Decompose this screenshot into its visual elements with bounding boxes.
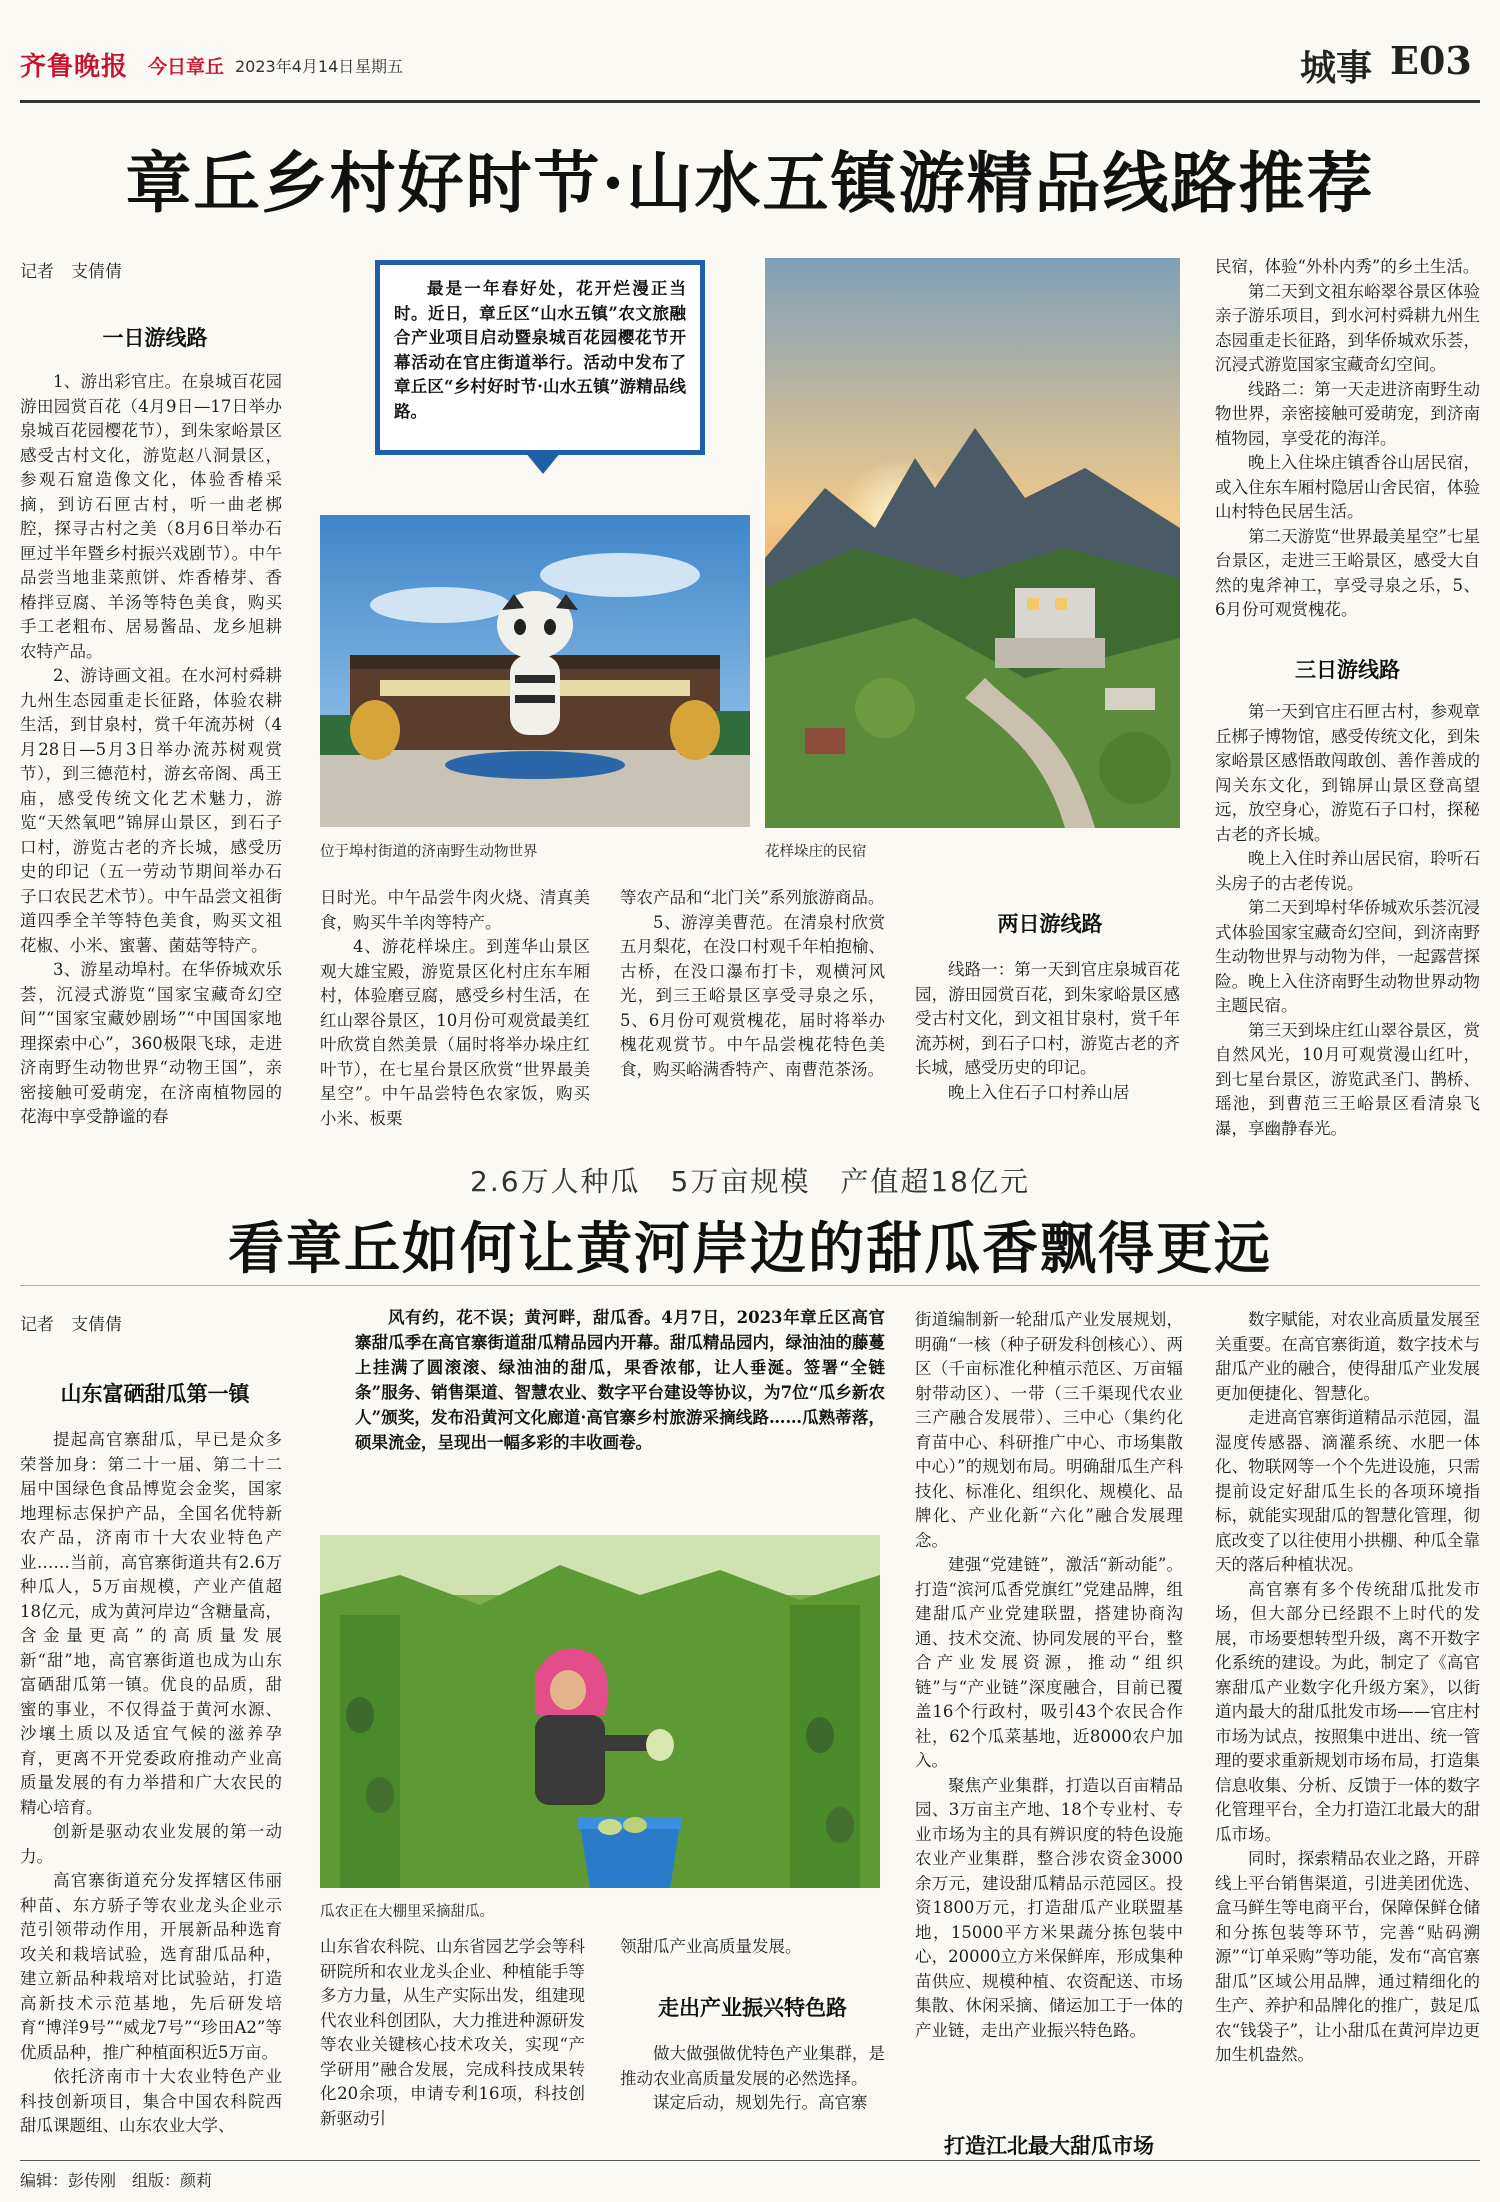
article1-column-5b: [1215, 700, 1480, 1170]
paragraph: 线路二：第一天走进济南野生动物世界，亲密接触可爱萌宠，到济南植物园，享受花的海洋。: [1215, 379, 1480, 448]
paragraph: 晚上入住垛庄镇香谷山居民宿，或入住东车厢村隐居山舍民宿，体验山村特色民居生活。: [1215, 453, 1480, 521]
callout-tail: [525, 452, 561, 474]
issue-weekday: 星期五: [355, 57, 404, 76]
footer-editor-credit: 编辑：彭传刚 组版：颜莉: [20, 2171, 213, 2190]
paragraph: 高官寨街道充分发挥辖区伟丽种苗、东方骄子等农业龙头企业示范引领带动作用，开展新品种选育攻关和栽培试验，选育甜瓜品种，建立新品种栽培对比试验站，打造高新技术示范基地，先后研发培育“博洋9号”“威龙7号”“珍田A2”等优质品种，推广种植面积近5万亩。: [20, 1871, 282, 2062]
article2-headline: 看章丘如何让黄河岸边的甜瓜香飘得更远: [228, 1216, 1272, 1282]
article2-column-3b: [620, 2042, 885, 2160]
paragraph: 做大做强做优特色产业集群，是推动农业高质量发展的必然选择。: [620, 2044, 885, 2088]
article2-subhead-1: 山东富硒甜瓜第一镇: [60, 1381, 250, 1406]
twoday-route-title: 两日游线路: [997, 911, 1103, 936]
article2-column-1: [20, 1428, 282, 2158]
paragraph: 第二天游览“世界最美星空”七星台景区，走进三王峪景区，感受大自然的鬼斧神工，享受寻泉之乐，5、6月份可观赏槐花。: [1215, 526, 1480, 619]
paragraph: 街道编制新一轮甜瓜产业发展规划，明确“一核（种子研发科创核心）、两区（千亩标准化种植示范区、万亩辐射带动区）、一带（三千渠现代农业三产融合发展带）、三中心（集约化育苗中心、科研推广中心、市场集散中心）”的规划布局。明确甜瓜生产科技化、标准化、组织化、规模化、品牌化、产业化新“六化”融合发展理念。: [915, 1310, 1183, 1550]
paragraph: 第三天到垛庄红山翠谷景区，赏自然风光，10月可观赏漫山红叶，到七星台景区，游览武圣门、鹊桥、瑶池，到曹范三王峪景区看清泉飞瀑，享幽静春光。: [1215, 1020, 1480, 1138]
paragraph: 等农产品和“北门关”系列旅游商品。: [620, 888, 885, 907]
paragraph: 5、游淳美曹范。在清泉村欣赏五月梨花，在没口村观千年柏抱榆、古桥，在没口瀑布打卡，观横河风光，到三王峪景区享受寻泉之乐，5、6月份可观赏槐花，届时将举办槐花观赏节。中午品尝槐花特色美食，购买峪满香特产、南曹范茶汤。: [620, 912, 885, 1079]
paragraph: 依托济南市十大农业特色产业科技创新项目，集合中国农科院西甜瓜课题组、山东农业大学、: [20, 2067, 282, 2135]
homestay-caption: 花样垛庄的民宿: [765, 844, 867, 860]
paragraph: 第一天到官庄石匣古村，参观章丘梆子博物馆，感受传统文化，到朱家峪景区感悟敢闯敢创、善作善成的闯关东文化，到锦屏山景区登高望远，放空身心，游览石子口村，探秘古老的齐长城。: [1215, 702, 1480, 844]
masthead-rule: [20, 100, 1480, 103]
newspaper-logo: 齐鲁晚报: [20, 52, 129, 82]
article1-column-3: [620, 886, 885, 1166]
paragraph: 第二天到埠村华侨城欢乐荟沉浸式体验国家宝藏奇幻空间，到济南野生动物世界与动物为伴，一起露营探险。晚上入住济南野生动物世界动物主题民宿。: [1215, 898, 1480, 1015]
paragraph: 高官寨有多个传统甜瓜批发市场，但大部分已经跟不上时代的发展，市场要想转型升级，离不开数字化系统的建设。为此，制定了《高官寨甜瓜产业数字化升级方案》，以街道内最大的甜瓜批发市场——官庄村市场为试点，按照集中进出、统一管理的要求重新规划市场布局，打造集信息收集、分析、反馈于一体的数字化管理平台，全力打造江北最大的甜瓜市场。: [1215, 1579, 1480, 1844]
article2-lead: 风有约，花不误；黄河畔，甜瓜香。4月7日，2023年章丘区高官寨甜瓜季在高官寨街道甜瓜精品园内开幕。甜瓜精品园内，绿油油的藤蔓上挂满了圆滚滚、绿油油的甜瓜，果香浓郁，让人垂涎。签署“全链条”服务、销售渠道、智慧农业、数字平台建设等协议，为7位“瓜乡新农人”颁奖，发布沿黄河文化廊道·高官寨乡村旅游采摘线路……瓜熟蒂落，硕果流金，呈现出一幅多彩的丰收画卷。: [355, 1308, 885, 1452]
issue-date: 2023年4月14日: [235, 57, 355, 76]
intro-text: 最是一年春好处，花开烂漫正当时。近日，章丘区“山水五镇”农文旅融合产业项目启动暨泉城百花园樱花节开幕活动在官庄街道举行。活动中发布了章丘区“乡村好时节·山水五镇”游精品线路。: [394, 279, 686, 421]
article1-headline: 章丘乡村好时节·山水五镇游精品线路推荐: [125, 144, 1375, 222]
article2-column-3a: [620, 1935, 885, 1965]
edition-name: 今日章丘: [148, 56, 225, 78]
article1-byline: 记者 支倩倩: [20, 262, 122, 282]
article1-column-2: [320, 886, 590, 1166]
intro-callout-box: [375, 260, 705, 455]
oneday-route-title: 一日游线路: [102, 325, 208, 350]
page-number: E03: [1390, 38, 1472, 83]
threeday-route-title: 三日游线路: [1295, 657, 1400, 682]
paragraph: 数字赋能，对农业高质量发展至关重要。在高官寨街道，数字技术与甜瓜产业的融合，使得甜瓜产业发展更加便捷化、智慧化。: [1215, 1310, 1480, 1403]
paragraph: 4、游花样垛庄。到莲华山景区观大雄宝殿，游览景区化村庄东车厢村，体验磨豆腐，感受乡村生活，在红山翠谷景区，10月份可观赏最美红叶欣赏自然美景（届时将举办垛庄红叶节），在七星台景区欣赏“世界最美星空”。中午品尝特色农家饭，购买小米、板栗: [320, 937, 590, 1128]
paragraph: 3、游星动埠村。在华侨城欢乐荟，沉浸式游览“国家宝藏奇幻空间”“国家宝藏妙剧场”“中国国家地理探索中心”，360极限飞球，走进济南野生动物世界“动物王国”，亲密接触可爱萌宠，在济南植物园的花海中享受静谧的春: [20, 960, 282, 1126]
article2-column-5: [1215, 1308, 1480, 2158]
article1-column-1: [20, 370, 282, 1170]
paragraph: 走进高官寨街道精品示范园，温湿度传感器、滴灌系统、水肥一体化、物联网等一个个先进设施，只需提前设定好甜瓜生长的各项环境指标，就能实现甜瓜的智慧化管理，彻底改变了以往使用小拱棚、种瓜全靠天的落后种植状况。: [1215, 1408, 1480, 1574]
paragraph: 建强“党建链”，激活“新动能”。打造“滨河瓜香党旗红”党建品牌，组建甜瓜产业党建联盟，搭建协商沟通、技术交流、协同发展的平台，整合产业发展资源，推动“组织链”与“产业链”深度融合，目前已覆盖16个行政村，吸引43个农民合作社，62个瓜菜基地，近8000农户加入。: [915, 1555, 1183, 1770]
paragraph: 领甜瓜产业高质量发展。: [620, 1937, 802, 1956]
paragraph: 提起高官寨甜瓜，早已是众多荣誉加身：第二十一届、第二十二届中国绿色食品博览会金奖，国家地理标志保护产品，全国名优特新农产品，济南市十大农业特色产业……当前，高官寨街道共有2.6万种瓜人，5万亩规模，产业产值超18亿元，成为黄河岸边“含糖量高，含金量更高”的高质量发展新“甜”地，高官寨街道也成为山东富硒甜瓜第一镇。优良的品质，甜蜜的事业，不仅得益于黄河水源、沙壤土质以及适宜气候的滋养孕育，更离不开党委政府推动产业高质量发展的有力举措和广大农民的精心培育。: [20, 1430, 282, 1817]
wildlife-park-caption: 位于埠村街道的济南野生动物世界: [320, 844, 538, 860]
wildlife-park-photo: [320, 515, 750, 827]
paragraph: 聚焦产业集群，打造以百亩精品园、3万亩主产地、18个专业村、专业市场为主的具有辨识度的特色设施农业产业集群，整合涉农资金3000余万元，建设甜瓜精品示范园区。投资1800万元，打造甜瓜产业联盟基地，15000平方米果蔬分拣包装中心，20000立方米保鲜库，形成集种苗供应、规模种植、农资配送、市场集散、休闲采摘、储运加工于一体的产业链，走出产业振兴特色路。: [915, 1775, 1183, 2040]
paragraph: 日时光。中午品尝牛肉火烧、清真美食，购买牛羊肉等特产。: [320, 888, 590, 932]
paragraph: 第二天到文祖东峪翠谷景区体验亲子游乐项目，到水河村舜耕九州生态园重走长征路，到华侨城欢乐荟，沉浸式游览国家宝藏奇幻空间。: [1215, 281, 1480, 374]
paragraph: 谋定后动，规划先行。高官寨: [653, 2093, 868, 2112]
article2-subhead-2: 走出产业振兴特色路: [658, 1995, 847, 2020]
article2-kicker: 2.6万人种瓜 5万亩规模 产值超18亿元: [470, 1165, 1030, 1198]
article1-column-5a: [1215, 255, 1480, 645]
paragraph: 晚上入住时养山居民宿，聆听石头房子的古老传说。: [1215, 849, 1480, 893]
homestay-photo: [765, 258, 1180, 828]
article2-subhead-3: 打造江北最大甜瓜市场: [944, 2133, 1154, 2158]
melon-farmer-photo: [320, 1535, 880, 1888]
section-name: 城事: [1300, 47, 1373, 89]
article1-column-4: [915, 958, 1180, 1168]
paragraph: 线路一：第一天到官庄泉城百花园，游田园赏百花，到朱家峪景区感受古村文化，到文祖甘泉村，赏千年流苏树，到石子口村，游览古老的齐长城，感受历史的印记。: [915, 960, 1180, 1077]
footer-rule: [20, 2160, 1480, 2161]
article2-column-4: [915, 1308, 1183, 2123]
paragraph: 晚上入住石子口村养山居: [948, 1082, 1130, 1102]
paragraph: 同时，探索精品农业之路，开辟线上平台销售渠道，引进美团优选、盒马鲜生等电商平台，保障保鲜仓储和分拣包装等环节，完善“贴码溯源”“订单采购”等功能，发布“高官寨甜瓜”区域公用品牌，通过精细化的生产、养护和品牌化的推广，鼓足瓜农“钱袋子”，让小甜瓜在黄河岸边更加生机盎然。: [1215, 1849, 1480, 2064]
article2-byline: 记者 支倩倩: [20, 1315, 122, 1335]
paragraph: 1、游出彩官庄。在泉城百花园游田园赏百花（4月9日—17日举办泉城百花园樱花节），到朱家峪景区感受古村文化，游览赵八洞景区，参观石窟造像文化，体验香椿采摘，到访石匣古村，听一曲老梆腔，探寻古村之美（8月6日举办石匣过半年暨乡村振兴戏剧节）。中午品尝当地韭菜煎饼、炸香椿芽、香椿拌豆腐、羊汤等特色美食，购买手工老粗布、居易酱品、龙乡旭耕农特产品。: [20, 372, 282, 661]
paragraph: 山东省农科院、山东省园艺学会等科研院所和农业龙头企业、种植能手等多方力量，从生产实际出发，组建现代农业科创团队，大力推进种源研发等农业关键核心技术攻关，实现“产学研用”融合发展，完成科技成果转化20余项，申请专利16项，科技创新驱动引: [320, 1937, 585, 2128]
paragraph: 创新是驱动农业发展的第一动力。: [20, 1822, 282, 1866]
paragraph: 民宿，体验“外朴内秀”的乡土生活。: [1215, 257, 1480, 276]
paragraph: 2、游诗画文祖。在水河村舜耕九州生态园重走长征路，体验农耕生活，到甘泉村，赏千年流苏树（4月28日—5月3日举办流苏树观赏节），到三德范村，游玄帝阁、禹王庙，感受传统文化艺术魅力，游览“天然氧吧”锦屏山景区，到石子口村，游览古老的齐长城，感受历史的印记（五一劳动节期间举办石子口农民艺术节）。中午品尝文祖街道四季全羊等特色美食，购买文祖花椒、小米、蜜薯、菌菇等特产。: [20, 666, 282, 955]
article2-column-2: [320, 1935, 585, 2160]
melon-farmer-caption: 瓜农正在大棚里采摘甜瓜。: [320, 1904, 494, 1920]
section-divider: [20, 1285, 1480, 1286]
